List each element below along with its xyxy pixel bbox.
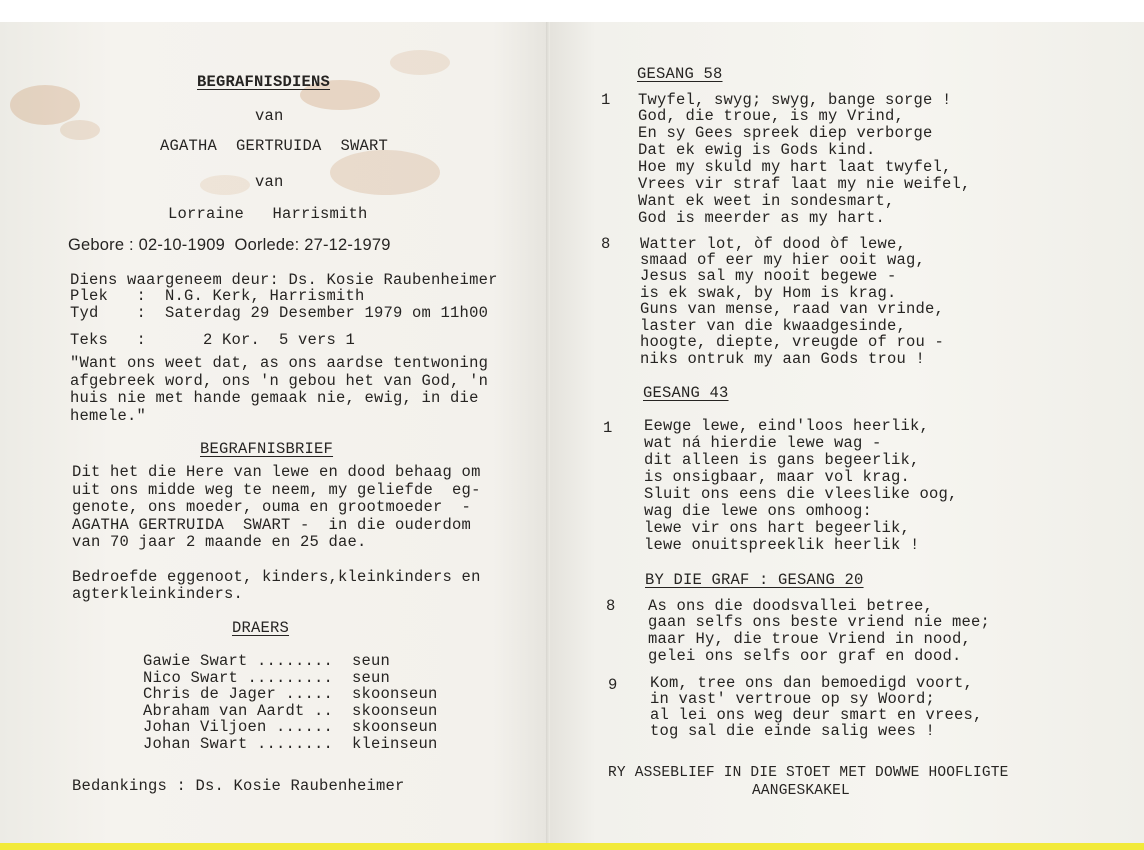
- verse-line: maar Hy, die troue Vriend in nood,: [648, 630, 972, 648]
- verse-line: Twyfel, swyg; swyg, bange sorge !: [638, 91, 952, 109]
- bearer-relation: skoonseun: [352, 718, 438, 736]
- bearer-relation: kleinseun: [352, 735, 438, 753]
- hymn-heading: GESANG 43: [643, 384, 729, 402]
- bearer-name: Gawie Swart ........: [143, 652, 334, 670]
- verse-line: al lei ons weg deur smart en vrees,: [650, 706, 983, 724]
- hymn-heading: BY DIE GRAF : GESANG 20: [645, 571, 864, 589]
- verse-line: lewe onuitspreeklik heerlik !: [644, 536, 920, 554]
- letter-line: genote, ons moeder, ouma en grootmoeder -: [72, 498, 472, 516]
- verse-line: Vrees vir straf laat my nie weifel,: [638, 175, 971, 193]
- letter-line: uit ons midde weg te neem, my geliefde eg-: [72, 481, 481, 499]
- verse-line: gaan selfs ons beste vriend nie mee;: [648, 613, 991, 631]
- verse-number: 1: [603, 419, 613, 437]
- text-reference: Teks : 2 Kor. 5 vers 1: [70, 331, 356, 349]
- verse-line: hoogte, diepte, vreugde of rou -: [640, 333, 945, 351]
- van-label: van: [255, 107, 284, 125]
- stain: [330, 150, 440, 195]
- hymn-heading: GESANG 58: [637, 65, 723, 83]
- verse-line: Want ek weet in sondesmart,: [638, 192, 895, 210]
- verse-line: Dat ek ewig is Gods kind.: [638, 141, 876, 159]
- service-title: BEGRAFNISDIENS: [197, 73, 331, 91]
- verse-line: laster van die kwaadgesinde,: [640, 317, 907, 335]
- scan-edge-strip: [0, 843, 1144, 850]
- quote-line: hemele.": [70, 407, 147, 425]
- verse-line: smaad of eer my hier ooit wag,: [640, 251, 926, 269]
- stain: [60, 120, 100, 140]
- bearer-relation: skoonseun: [352, 685, 438, 703]
- page-fold: [546, 22, 550, 844]
- verse-number: 8: [606, 597, 616, 615]
- verse-line: En sy Gees spreek diep verborge: [638, 124, 933, 142]
- verse-line: God is meerder as my hart.: [638, 209, 886, 227]
- stain: [10, 85, 80, 125]
- letter-line: AGATHA GERTRUIDA SWART - in die ouderdom: [72, 516, 472, 534]
- bearers-heading: DRAERS: [232, 619, 290, 637]
- verse-line: niks ontruk my aan Gods trou !: [640, 350, 926, 368]
- verse-line: in vast' vertroue op sy Woord;: [650, 690, 936, 708]
- verse-line: wag die lewe ons omhoog:: [644, 502, 873, 520]
- letter-line: van 70 jaar 2 maande en 25 dae.: [72, 533, 367, 551]
- verse-line: Hoe my skuld my hart laat twyfel,: [638, 158, 952, 176]
- bearer-name: Chris de Jager .....: [143, 685, 334, 703]
- bearer-name: Johan Swart ........: [143, 735, 334, 753]
- quote-line: huis nie met hande gemaak nie, ewig, in die: [70, 389, 479, 407]
- bearer-name: Abraham van Aardt ..: [143, 702, 334, 720]
- verse-line: tog sal die einde salig wees !: [650, 722, 936, 740]
- time-line: Tyd : Saterdag 29 Desember 1979 om 11h00: [70, 304, 489, 322]
- residence: Lorraine Harrismith: [168, 205, 368, 223]
- letter-line: Dit het die Here van lewe en dood behaag om: [72, 463, 481, 481]
- verse-line: Kom, tree ons dan bemoedigd voort,: [650, 674, 974, 692]
- verse-line: As ons die doodsvallei betree,: [648, 597, 934, 615]
- verse-line: gelei ons selfs oor graf en dood.: [648, 647, 962, 665]
- quote-line: "Want ons weet dat, as ons aardse tentwoning: [70, 354, 489, 372]
- deceased-name: AGATHA GERTRUIDA SWART: [160, 137, 389, 155]
- stain: [200, 175, 250, 195]
- van-label: van: [255, 173, 284, 191]
- bearer-name: Nico Swart .........: [143, 669, 334, 687]
- bearer-relation: skoonseun: [352, 702, 438, 720]
- verse-line: is onsigbaar, maar vol krag.: [644, 468, 911, 486]
- verse-number: 8: [601, 235, 611, 253]
- bearer-relation: seun: [352, 652, 391, 670]
- verse-line: dit alleen is gans begeerlik,: [644, 451, 920, 469]
- place-line: Plek : N.G. Kerk, Harrismith: [70, 287, 365, 305]
- verse-number: 1: [601, 91, 611, 109]
- verse-line: lewe vir ons hart begeerlik,: [644, 519, 911, 537]
- stain: [390, 50, 450, 75]
- verse-number: 9: [608, 676, 618, 694]
- thanks-line: Bedankings : Ds. Kosie Raubenheimer: [72, 777, 405, 795]
- verse-line: Guns van mense, raad van vrinde,: [640, 300, 945, 318]
- birth-death-dates: Gebore : 02-10-1909 Oorlede: 27-12-1979: [68, 236, 391, 254]
- quote-line: afgebreek word, ons 'n gebou het van God, 'n: [70, 372, 489, 390]
- letter-heading: BEGRAFNISBRIEF: [200, 440, 334, 458]
- bearer-relation: seun: [352, 669, 391, 687]
- mourners-line: Bedroefde eggenoot, kinders,kleinkinders en: [72, 568, 481, 586]
- verse-line: is ek swak, by Hom is krag.: [640, 284, 897, 302]
- bearer-name: Johan Viljoen ......: [143, 718, 334, 736]
- notice-line: RY ASSEBLIEF IN DIE STOET MET DOWWE HOOFLIGTE: [608, 765, 1009, 781]
- verse-line: Watter lot, òf dood òf lewe,: [640, 235, 907, 253]
- notice-line: AANGESKAKEL: [752, 783, 850, 799]
- verse-line: Jesus sal my nooit begewe -: [640, 267, 897, 285]
- verse-line: God, die troue, is my Vrind,: [638, 107, 905, 125]
- verse-line: Sluit ons eens die vleeslike oog,: [644, 485, 958, 503]
- verse-line: wat ná hierdie lewe wag -: [644, 434, 882, 452]
- mourners-line: agterkleinkinders.: [72, 585, 244, 603]
- verse-line: Eewge lewe, eind'loos heerlik,: [644, 417, 930, 435]
- officiant-line: Diens waargeneem deur: Ds. Kosie Raubenheimer: [70, 271, 498, 289]
